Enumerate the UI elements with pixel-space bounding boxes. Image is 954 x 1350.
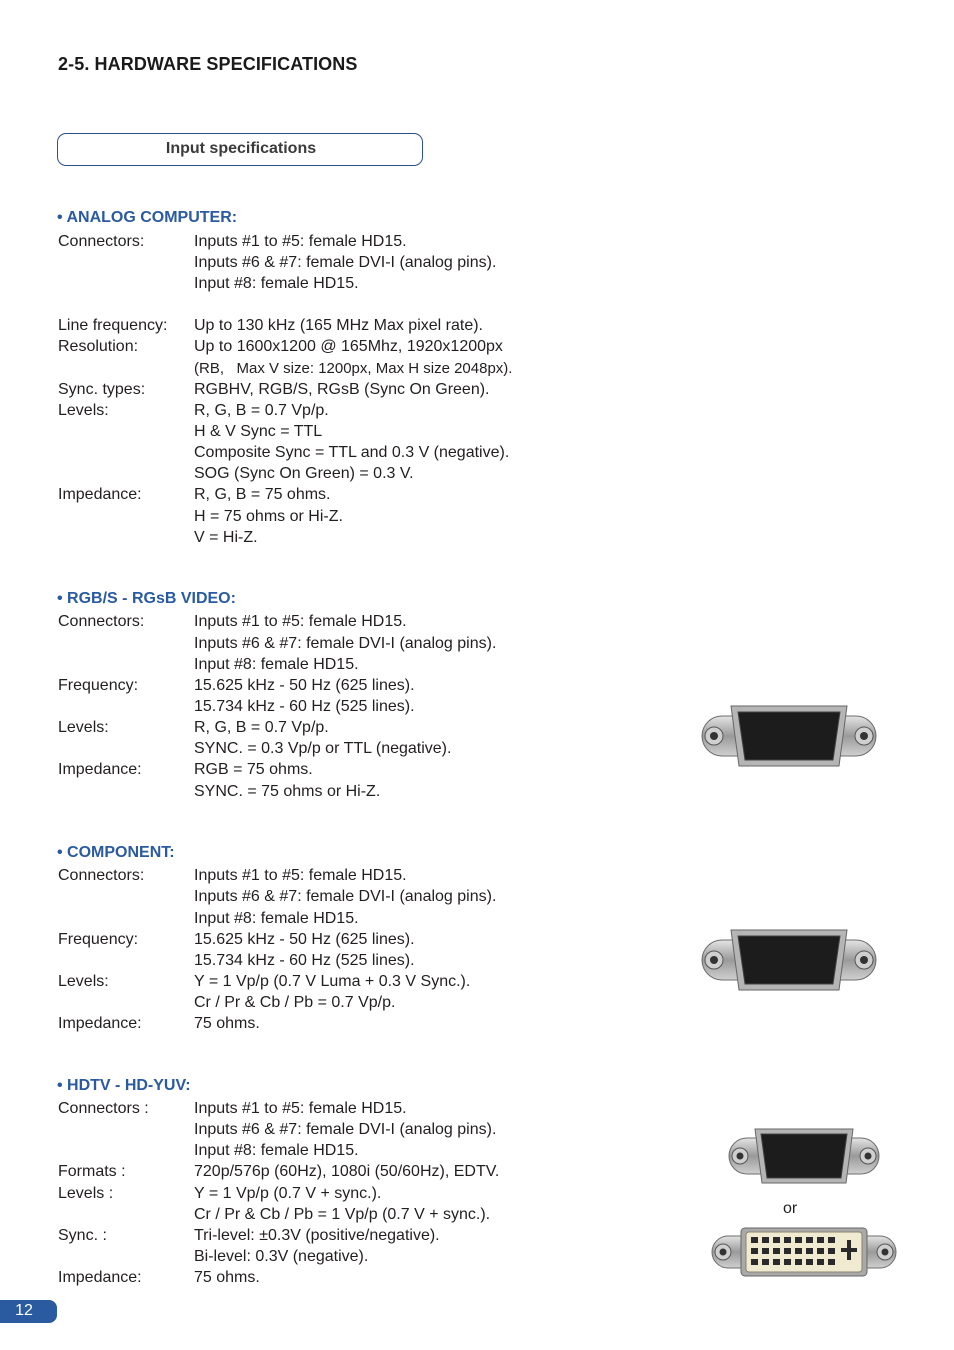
- spec-value: 75 ohms.: [194, 1015, 260, 1032]
- section-heading: • COMPONENT:: [57, 844, 175, 861]
- dvi-pin: [784, 1248, 791, 1254]
- spec-value: Inputs #1 to #5: female HD15.: [194, 867, 407, 884]
- spec-label: Levels :: [58, 1185, 114, 1202]
- spec-label: Connectors:: [58, 867, 145, 884]
- spec-value: Up to 130 kHz (165 MHz Max pixel rate).: [194, 317, 483, 334]
- spec-value: Input #8: female HD15.: [194, 275, 359, 292]
- spec-value: (RB, Max V size: 1200px, Max H size 2048px).: [194, 360, 513, 377]
- dvi-pin: [773, 1237, 780, 1243]
- dvi-pin: [817, 1259, 824, 1265]
- spec-value: 15.625 kHz - 50 Hz (625 lines).: [194, 677, 415, 694]
- dvi-pin: [773, 1259, 780, 1265]
- spec-label: Connectors :: [58, 1100, 149, 1117]
- spec-value: R, G, B = 0.7 Vp/p.: [194, 402, 329, 419]
- spec-value: V = Hi-Z.: [194, 529, 258, 546]
- spec-label: Sync. :: [58, 1227, 107, 1244]
- vga-hd15-connector-icon: [728, 1126, 880, 1186]
- spec-value: Tri-level: ±0.3V (positive/negative).: [194, 1227, 440, 1244]
- spec-value: Input #8: female HD15.: [194, 910, 359, 927]
- section-heading: • ANALOG COMPUTER:: [57, 209, 238, 226]
- dvi-pin: [817, 1248, 824, 1254]
- dvi-i-connector-icon: [711, 1226, 897, 1278]
- spec-label: Frequency:: [58, 931, 139, 948]
- dvi-pin: [806, 1259, 813, 1265]
- spec-value: 75 ohms.: [194, 1269, 260, 1286]
- dvi-pin: [784, 1237, 791, 1243]
- spec-label: Frequency:: [58, 677, 139, 694]
- spec-value: 15.625 kHz - 50 Hz (625 lines).: [194, 931, 415, 948]
- vga-hd15-connector-icon: [701, 926, 877, 994]
- spec-value: 720p/576p (60Hz), 1080i (50/60Hz), EDTV.: [194, 1163, 500, 1180]
- page-number-tab: [0, 1300, 57, 1323]
- dvi-pin: [773, 1248, 780, 1254]
- dvi-pin: [828, 1259, 835, 1265]
- spec-value: 15.734 kHz - 60 Hz (525 lines).: [194, 952, 415, 969]
- spec-value: Y = 1 Vp/p (0.7 V + sync.).: [194, 1185, 382, 1202]
- spec-value: Inputs #1 to #5: female HD15.: [194, 1100, 407, 1117]
- spec-label: Impedance:: [58, 1269, 142, 1286]
- spec-value: Cr / Pr & Cb / Pb = 0.7 Vp/p.: [194, 994, 396, 1011]
- spec-value: Bi-level: 0.3V (negative).: [194, 1248, 369, 1265]
- spec-value: Inputs #6 & #7: female DVI-I (analog pins).: [194, 888, 497, 905]
- spec-value: Y = 1 Vp/p (0.7 V Luma + 0.3 V Sync.).: [194, 973, 471, 990]
- spec-label: Levels:: [58, 973, 109, 990]
- dvi-pin: [762, 1248, 769, 1254]
- spec-label: Levels:: [58, 402, 109, 419]
- spec-value: SOG (Sync On Green) = 0.3 V.: [194, 465, 414, 482]
- spec-value: RGB = 75 ohms.: [194, 761, 313, 778]
- spec-value: R, G, B = 0.7 Vp/p.: [194, 719, 329, 736]
- spec-label: Formats :: [58, 1163, 126, 1180]
- dvi-pin: [762, 1259, 769, 1265]
- or-label: or: [783, 1200, 798, 1217]
- spec-value: Inputs #1 to #5: female HD15.: [194, 233, 407, 250]
- spec-label: Connectors:: [58, 233, 145, 250]
- dvi-pin: [751, 1237, 758, 1243]
- dvi-pin: [784, 1259, 791, 1265]
- dvi-pin: [762, 1237, 769, 1243]
- page-title: 2-5. HARDWARE SPECIFICATIONS: [58, 54, 358, 74]
- input-spec-tab: [57, 133, 423, 166]
- spec-value: SYNC. = 75 ohms or Hi-Z.: [194, 783, 381, 800]
- spec-value: H & V Sync = TTL: [194, 423, 323, 440]
- page-number: 12: [15, 1302, 33, 1319]
- vga-hd15-connector-icon: [701, 702, 877, 770]
- dvi-pin: [828, 1248, 835, 1254]
- spec-label: Impedance:: [58, 1015, 142, 1032]
- spec-value: Inputs #1 to #5: female HD15.: [194, 613, 407, 630]
- dvi-pin: [817, 1237, 824, 1243]
- spec-value: Up to 1600x1200 @ 165Mhz, 1920x1200px: [194, 338, 503, 355]
- spec-value: RGBHV, RGB/S, RGsB (Sync On Green).: [194, 381, 490, 398]
- section-heading: • RGB/S - RGsB VIDEO:: [57, 590, 236, 607]
- dvi-pin: [806, 1248, 813, 1254]
- spec-label: Impedance:: [58, 761, 142, 778]
- spec-value: SYNC. = 0.3 Vp/p or TTL (negative).: [194, 740, 452, 757]
- spec-value: Input #8: female HD15.: [194, 1142, 359, 1159]
- section-heading: • HDTV - HD-YUV:: [57, 1077, 191, 1094]
- dvi-pin: [828, 1237, 835, 1243]
- dvi-pin: [806, 1237, 813, 1243]
- dvi-pin: [751, 1259, 758, 1265]
- spec-value: H = 75 ohms or Hi-Z.: [194, 508, 343, 525]
- spec-label: Connectors:: [58, 613, 145, 630]
- dvi-pin: [795, 1237, 802, 1243]
- spec-label: Sync. types:: [58, 381, 146, 398]
- spec-value: Composite Sync = TTL and 0.3 V (negative).: [194, 444, 510, 461]
- spec-value: Cr / Pr & Cb / Pb = 1 Vp/p (0.7 V + sync.).: [194, 1206, 491, 1223]
- spec-label: Impedance:: [58, 486, 142, 503]
- dvi-pin: [751, 1248, 758, 1254]
- spec-value: Input #8: female HD15.: [194, 656, 359, 673]
- input-spec-label: Input specifications: [165, 140, 317, 157]
- dvi-pin: [795, 1259, 802, 1265]
- spec-value: 15.734 kHz - 60 Hz (525 lines).: [194, 698, 415, 715]
- spec-label: Resolution:: [58, 338, 139, 355]
- spec-value: Inputs #6 & #7: female DVI-I (analog pins).: [194, 1121, 497, 1138]
- spec-value: R, G, B = 75 ohms.: [194, 486, 331, 503]
- spec-value: Inputs #6 & #7: female DVI-I (analog pins).: [194, 635, 497, 652]
- spec-value: Inputs #6 & #7: female DVI-I (analog pins).: [194, 254, 497, 271]
- spec-label: Line frequency:: [58, 317, 168, 334]
- dvi-pin: [795, 1248, 802, 1254]
- spec-label: Levels:: [58, 719, 109, 736]
